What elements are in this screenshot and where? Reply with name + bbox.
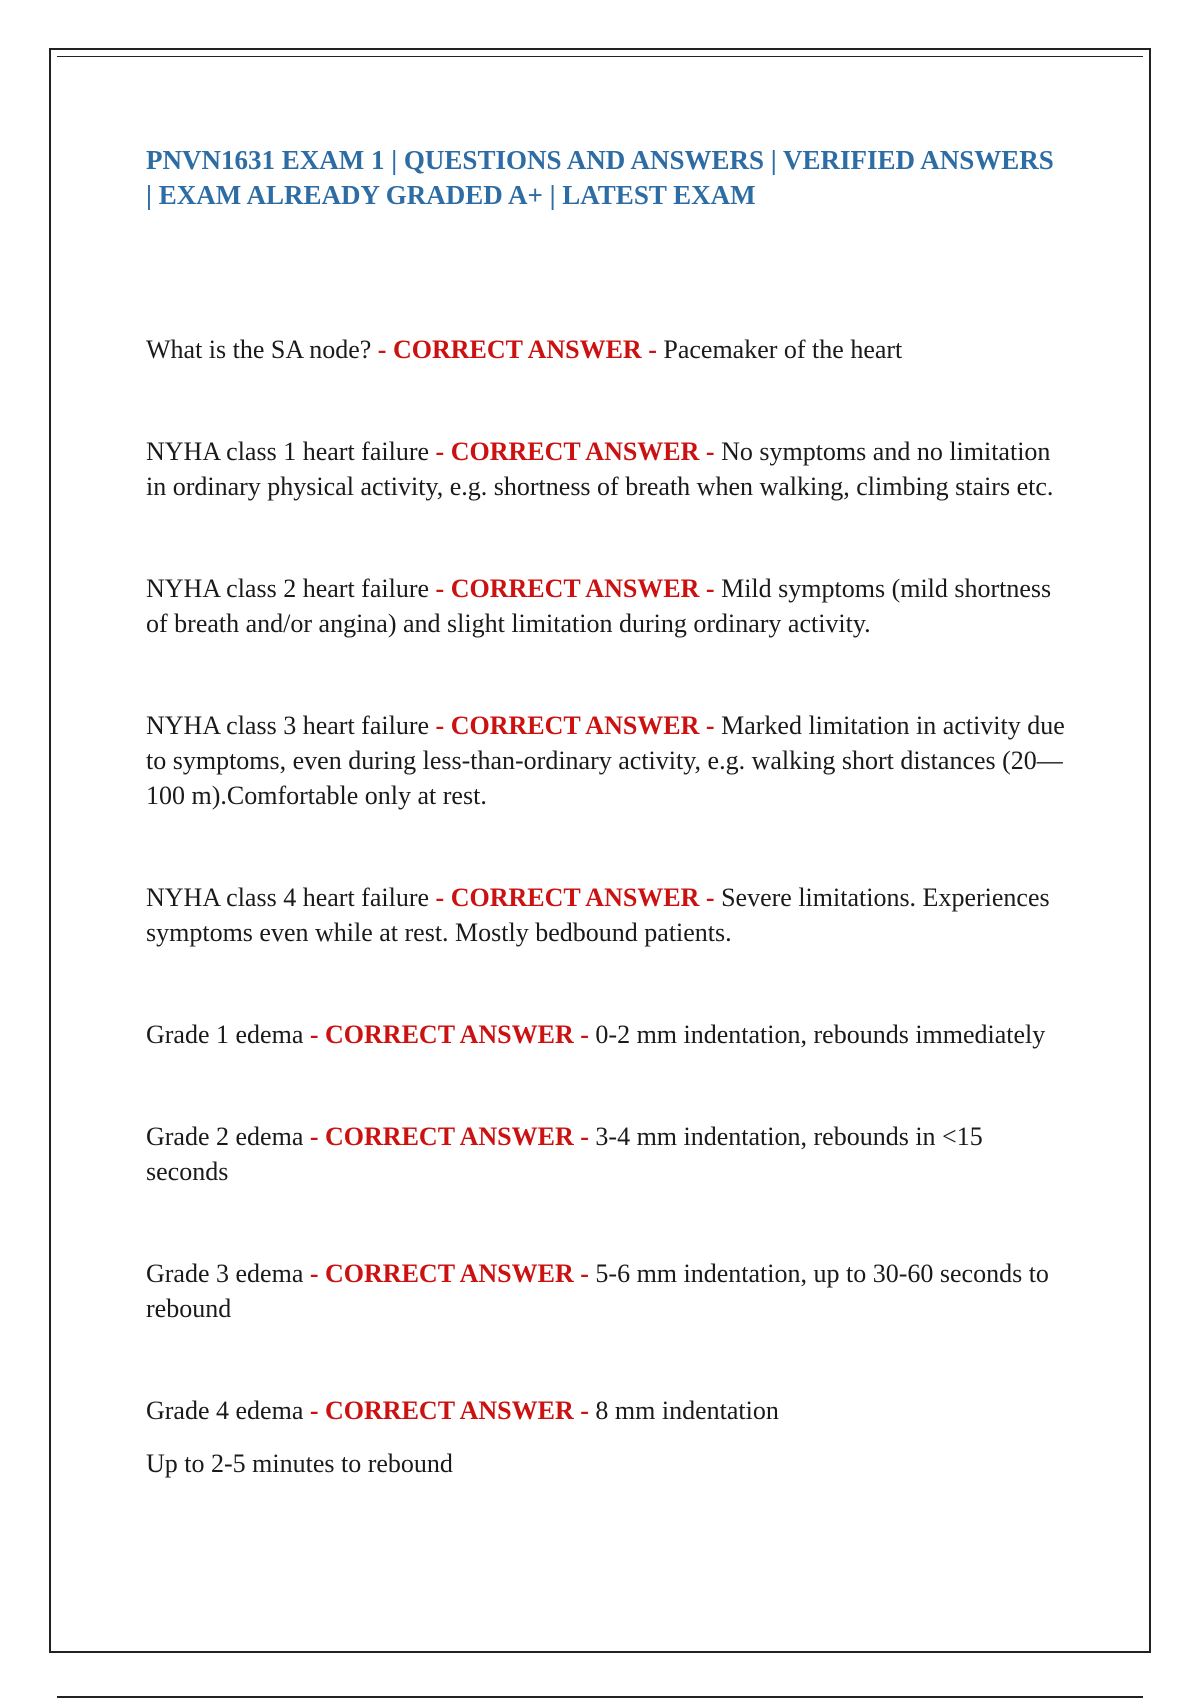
question-text: NYHA class 4 heart failure xyxy=(146,883,430,912)
qa-item-edema-4 xyxy=(146,1393,1066,1481)
correct-answer-label: - CORRECT ANSWER - xyxy=(309,1020,589,1049)
correct-answer-label: - CORRECT ANSWER - xyxy=(435,711,715,740)
answer-text: Mild symptoms (mild shortness of breath and/or angina) and slight limitation during ordinary activity. xyxy=(146,574,1052,638)
qa-item-nyha-4 xyxy=(146,880,1066,950)
qa-item-nyha-3 xyxy=(146,708,1066,813)
correct-answer-label: - CORRECT ANSWER - xyxy=(309,1396,589,1425)
question-text: NYHA class 1 heart failure xyxy=(146,437,430,466)
correct-answer-label: - CORRECT ANSWER - xyxy=(309,1259,589,1288)
question-text: Grade 1 edema xyxy=(146,1020,304,1049)
answer-text: Pacemaker of the heart xyxy=(663,335,903,364)
document-title: PNVN1631 EXAM 1 | QUESTIONS AND ANSWERS | VERIFIED ANSWERS | EXAM ALREADY GRADED A+ | LATEST EXAM xyxy=(146,145,1054,210)
correct-answer-label: - CORRECT ANSWER - xyxy=(435,437,715,466)
qa-item-edema-3 xyxy=(146,1256,1066,1326)
answer-text: 3-4 mm indentation, rebounds in <15 seconds xyxy=(146,1122,983,1186)
qa-item-edema-2 xyxy=(146,1119,1066,1189)
answer-text: No symptoms and no limitation in ordinary physical activity, e.g. shortness of breath when walking, climbing stairs etc. xyxy=(146,437,1054,501)
question-text: Grade 2 edema xyxy=(146,1122,304,1151)
qa-item-edema-1 xyxy=(146,1017,1066,1052)
question-text: Grade 4 edema xyxy=(146,1396,304,1425)
correct-answer-label: - CORRECT ANSWER - xyxy=(377,335,657,364)
question-text: Grade 3 edema xyxy=(146,1259,304,1288)
answer-text: Marked limitation in activity due to symptoms, even during less-than-ordinary activity, e.g. walking short distances (20—100 m).Comfortable only at rest. xyxy=(146,711,1065,810)
correct-answer-label: - CORRECT ANSWER - xyxy=(435,574,715,603)
frame-top-rule xyxy=(57,56,1143,57)
question-text: NYHA class 3 heart failure xyxy=(146,711,430,740)
answer-text: 8 mm indentation xyxy=(595,1396,779,1425)
correct-answer-label: - CORRECT ANSWER - xyxy=(309,1122,589,1151)
answer-text: Severe limitations. Experiences symptoms even while at rest. Mostly bedbound patients. xyxy=(146,883,1050,947)
qa-item-nyha-2 xyxy=(146,571,1066,641)
answer-text: 0-2 mm indentation, rebounds immediately xyxy=(595,1020,1046,1049)
question-text: What is the SA node? xyxy=(146,335,372,364)
answer-text: 5-6 mm indentation, up to 30-60 seconds to rebound xyxy=(146,1259,1049,1323)
document-content xyxy=(146,143,1066,1548)
answer-extra-line: Up to 2-5 minutes to rebound xyxy=(146,1449,453,1478)
correct-answer-label: - CORRECT ANSWER - xyxy=(435,883,715,912)
bottom-rule xyxy=(57,1696,1143,1698)
qa-item-sa-node xyxy=(146,332,1066,367)
question-text: NYHA class 2 heart failure xyxy=(146,574,430,603)
qa-item-nyha-1 xyxy=(146,434,1066,504)
